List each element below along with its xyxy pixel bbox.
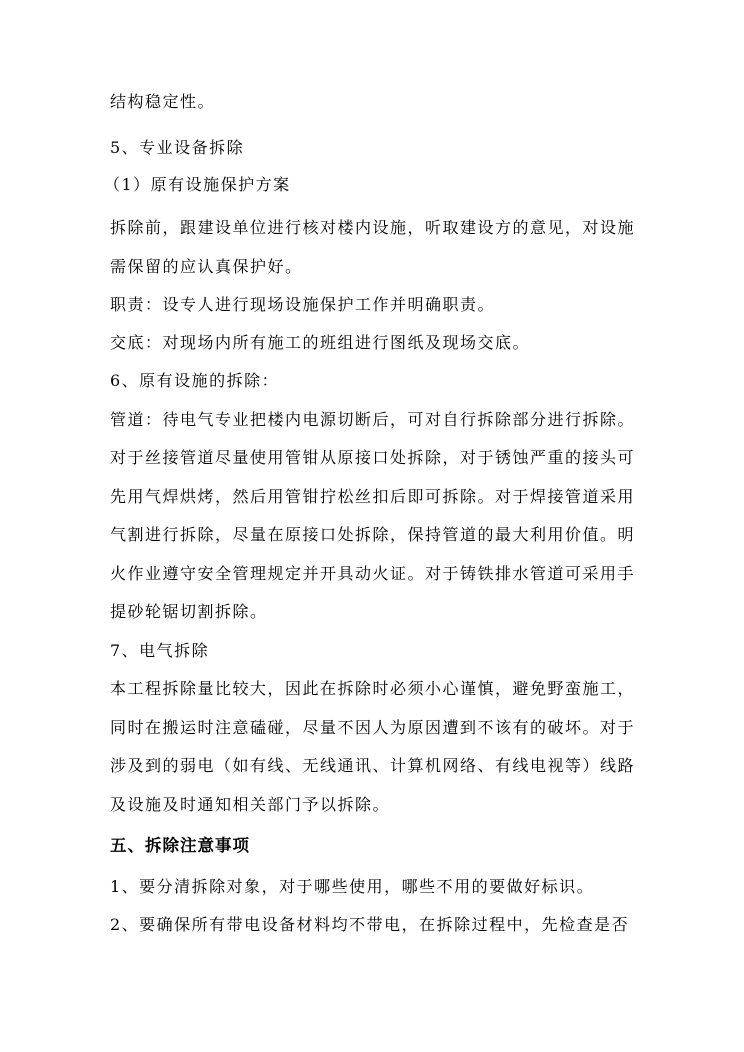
section-heading-5: 5、专业设备拆除 [110, 138, 245, 157]
section-heading-6: 6、原有设施的拆除： [110, 371, 280, 390]
text-line: 气割进行拆除，尽量在原接口处拆除，保持管道的最大利用价值。明 [110, 525, 636, 544]
text-line: 交底：对现场内所有施工的班组进行图纸及现场交底。 [110, 333, 531, 352]
text-line: 同时在搬运时注意磕碰，尽量不因人为原因遭到不该有的破坏。对于 [110, 718, 636, 737]
text-line: 对于丝接管道尽量使用管钳从原接口处拆除，对于锈蚀严重的接头可 [110, 448, 636, 467]
subsection-heading-1: （1）原有设施保护方案 [104, 175, 291, 194]
chapter-heading-5: 五、拆除注意事项 [110, 836, 250, 855]
text-line: 职责：设专人进行现场设施保护工作并明确职责。 [110, 295, 496, 314]
text-line: 管道：待电气专业把楼内电源切断后，可对自行拆除部分进行拆除。 [110, 410, 636, 429]
text-line: 1、要分清拆除对象，对于哪些使用，哪些不用的要做好标识。 [110, 877, 595, 896]
text-line: 拆除前，跟建设单位进行核对楼内设施，听取建设方的意见，对设施 [110, 218, 636, 237]
text-line: 及设施及时通知相关部门予以拆除。 [110, 795, 391, 814]
text-line: 2、要确保所有带电设备材料均不带电，在拆除过程中，先检查是否 [110, 915, 630, 934]
text-line: 先用气焊烘烤，然后用管钳拧松丝扣后即可拆除。对于焊接管道采用 [110, 487, 636, 506]
text-line: 涉及到的弱电（如有线、无线通讯、计算机网络、有线电视等）线路 [110, 756, 636, 775]
text-line: 提砂轮锯切割拆除。 [110, 602, 268, 621]
text-line: 结构稳定性。 [110, 92, 216, 111]
text-line: 本工程拆除量比较大，因此在拆除时必须小心谨慎，避免野蛮施工， [110, 679, 636, 698]
text-line: 火作业遵守安全管理规定并开具动火证。对于铸铁排水管道可采用手 [110, 564, 636, 583]
text-line: 需保留的应认真保护好。 [110, 257, 303, 276]
section-heading-7: 7、电气拆除 [110, 641, 210, 660]
